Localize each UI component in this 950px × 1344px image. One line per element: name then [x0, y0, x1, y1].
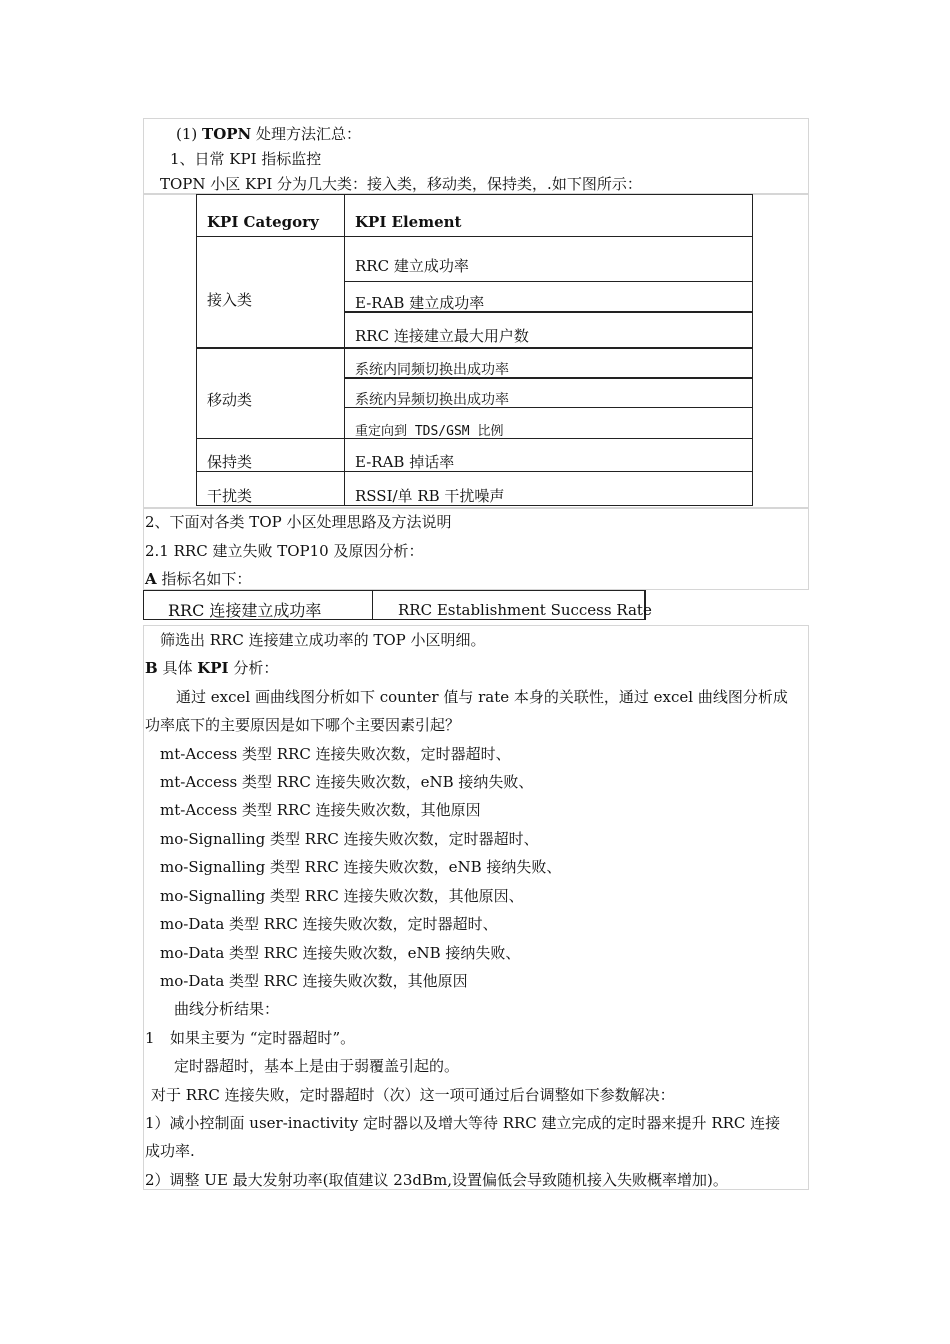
metric-name-heading: A 指标名如下： — [145, 570, 252, 588]
element-rrc-max-users: RRC 连接建立最大用户数 — [355, 327, 529, 345]
category-retain: 保持类 — [207, 453, 253, 471]
counter-item: mt-Access 类型 RRC 连接失败次数，eNB 接纳失败、 — [160, 773, 534, 791]
result-item-number: 1 — [145, 1029, 155, 1047]
counter-item: mo-Data 类型 RRC 连接失败次数，eNB 接纳失败、 — [160, 944, 521, 962]
header-kpi-element: KPI Element — [355, 213, 462, 231]
counter-item: mt-Access 类型 RRC 连接失败次数，其他原因 — [160, 801, 481, 819]
metric-name-en: RRC Establishment Success Rate — [398, 601, 652, 619]
section2-title: 2、下面对各类 TOP 小区处理思路及方法说明 — [145, 513, 452, 531]
fix-step-1-line2: 成功率. — [145, 1142, 195, 1160]
element-intra-freq-ho: 系统内同频切换出成功率 — [355, 362, 509, 378]
curve-result-heading: 曲线分析结果： — [174, 1000, 280, 1018]
element-erab-drop: E-RAB 掉话率 — [355, 453, 455, 471]
element-redirect-ratio: 重定向到 TDS/GSM 比例 — [355, 424, 504, 439]
fix-intro: 对于 RRC 连接失败，定时器超时（次）这一项可通过后台调整如下参数解决： — [151, 1086, 675, 1104]
counter-item: mo-Signalling 类型 RRC 连接失败次数，eNB 接纳失败、 — [160, 858, 562, 876]
header-kpi-category: KPI Category — [207, 213, 319, 231]
section1-description: TOPN 小区 KPI 分为几大类：接入类，移动类，保持类，.如下图所示： — [160, 175, 642, 193]
element-erab-setup: E-RAB 建立成功率 — [355, 294, 485, 312]
analysis-paragraph-line1: 通过 excel 画曲线图分析如下 counter 值与 rate 本身的关联性，通过 excel 曲线图分析成 — [176, 688, 788, 706]
counter-item: mo-Data 类型 RRC 连接失败次数，其他原因 — [160, 972, 468, 990]
topn-heading: (1) TOPN 处理方法汇总： — [176, 125, 362, 143]
body-frame — [143, 625, 809, 1190]
counter-item: mo-Data 类型 RRC 连接失败次数，定时器超时、 — [160, 915, 498, 933]
element-rrc-setup: RRC 建立成功率 — [355, 257, 469, 275]
filter-text: 筛选出 RRC 连接建立成功率的 TOP 小区明细。 — [160, 631, 486, 649]
fix-step-1-line1: 1）减小控制面 user-inactivity 定时器以及增大等待 RRC 建立完成的定时器来提升 RRC 连接 — [145, 1114, 781, 1132]
category-access: 接入类 — [207, 291, 253, 309]
category-interference: 干扰类 — [207, 487, 253, 505]
kpi-analysis-heading: B 具体 KPI 分析： — [145, 659, 279, 677]
metric-name-cn: RRC 连接建立成功率 — [168, 601, 322, 620]
category-mobility: 移动类 — [207, 391, 253, 409]
element-rssi-noise: RSSI/单 RB 干扰噪声 — [355, 487, 505, 505]
counter-item: mo-Signalling 类型 RRC 连接失败次数，定时器超时、 — [160, 830, 539, 848]
section1-heading: 1、日常 KPI 指标监控 — [170, 150, 322, 168]
counter-item: mt-Access 类型 RRC 连接失败次数，定时器超时、 — [160, 745, 511, 763]
element-inter-freq-ho: 系统内异频切换出成功率 — [355, 392, 509, 408]
section2-subtitle: 2.1 RRC 建立失败 TOP10 及原因分析： — [145, 542, 424, 560]
timeout-description: 定时器超时，基本上是由于弱覆盖引起的。 — [174, 1057, 460, 1075]
fix-step-2: 2）调整 UE 最大发射功率(取值建议 23dBm,设置偏低会导致随机接入失败概率增加)。 — [145, 1171, 728, 1189]
result-item-text: 如果主要为 “定时器超时”。 — [170, 1029, 356, 1047]
counter-item: mo-Signalling 类型 RRC 连接失败次数，其他原因、 — [160, 887, 524, 905]
analysis-paragraph-line2: 功率底下的主要原因是如下哪个主要因素引起？ — [145, 716, 461, 734]
